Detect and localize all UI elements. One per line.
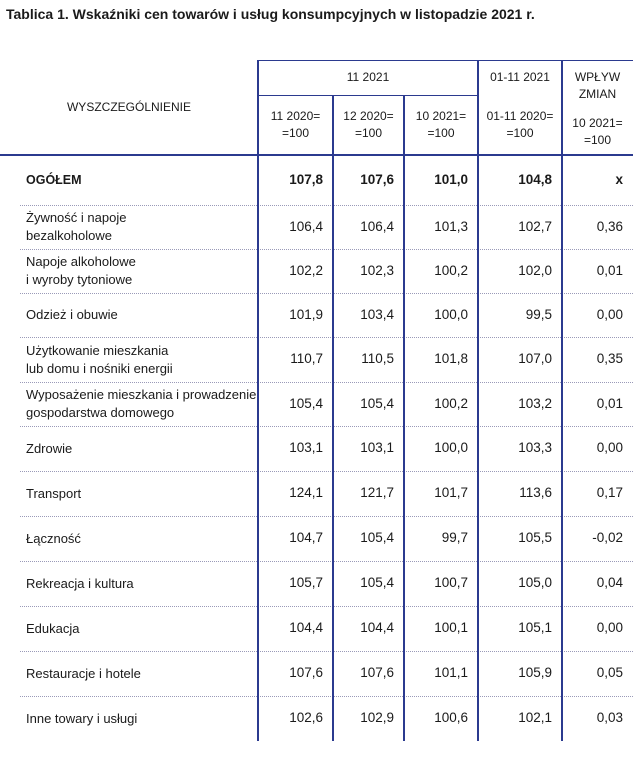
row-value: 104,4 [360, 620, 394, 636]
row-label: Restauracje i hotele [26, 665, 141, 681]
row-value: 105,7 [289, 575, 323, 591]
row-label: Transport [26, 485, 82, 501]
row-value: 101,0 [434, 171, 468, 187]
row-value: 105,0 [518, 575, 552, 591]
row-value: 100,0 [434, 306, 468, 322]
row-value: 102,3 [360, 262, 394, 278]
row-value: 107,6 [289, 665, 323, 681]
row-value: 0,04 [596, 575, 623, 591]
header-group-11-2021: 11 2021 [346, 70, 390, 85]
header-sub4: 01-11 2020= =100 [486, 109, 554, 140]
row-value: 102,9 [360, 710, 394, 726]
row-value: 104,8 [518, 171, 552, 187]
row-value: 103,3 [518, 440, 552, 456]
header-sub5: 10 2021= =100 [572, 116, 623, 147]
row-value: 0,00 [596, 306, 623, 322]
row-value: 103,2 [518, 395, 552, 411]
row-label: Edukacja [26, 620, 80, 636]
row-value: 102,1 [518, 710, 552, 726]
row-value: 110,7 [290, 351, 323, 367]
total-divider [20, 205, 633, 206]
row-label: Żywność i napoje bezalkoholowe [26, 210, 127, 243]
row-label: Rekreacja i kultura [26, 575, 134, 591]
column-rule [561, 60, 563, 741]
row-value: 101,8 [434, 351, 468, 367]
row-value: 0,35 [596, 351, 623, 367]
row-value: 0,00 [596, 440, 623, 456]
row-value: 0,01 [596, 262, 623, 278]
row-value: 107,6 [360, 171, 394, 187]
row-value: 121,7 [360, 485, 394, 501]
row-value: 0,03 [596, 710, 623, 726]
row-value: 107,8 [289, 171, 323, 187]
row-value: 100,6 [434, 710, 468, 726]
row-value: 0,36 [596, 218, 623, 234]
row-value: 105,4 [289, 395, 323, 411]
header-group-01-11-2021: 01-11 2021 [490, 70, 550, 85]
column-rule [332, 95, 334, 741]
row-value: 105,4 [360, 530, 394, 546]
column-rule [477, 60, 479, 741]
row-value: 103,1 [360, 440, 394, 456]
row-label: OGÓŁEM [26, 172, 82, 187]
header-bottom-rule [0, 154, 633, 156]
row-value: 105,5 [518, 530, 552, 546]
row-value: 101,3 [434, 218, 468, 234]
row-value: 102,2 [289, 262, 323, 278]
row-label: Łączność [26, 530, 81, 546]
row-value: 0,00 [596, 620, 623, 636]
row-value: 107,6 [360, 665, 394, 681]
header-top-rule [258, 60, 633, 61]
row-value: 100,7 [434, 575, 468, 591]
row-value: 124,1 [289, 485, 323, 501]
row-value: 100,0 [434, 440, 468, 456]
row-value: 104,7 [289, 530, 323, 546]
row-value: 103,1 [289, 440, 323, 456]
table-title: Tablica 1. Wskaźniki cen towarów i usług konsumpcyjnych w listopadzie 2021 r. [6, 6, 535, 22]
row-value: 113,6 [519, 485, 552, 501]
row-value: 106,4 [289, 218, 323, 234]
row-value: 105,1 [518, 620, 552, 636]
header-sub1: 11 2020= =100 [270, 109, 321, 140]
row-value: 107,0 [518, 351, 552, 367]
header-sub2: 12 2020= =100 [343, 109, 394, 140]
row-value: 105,4 [360, 395, 394, 411]
row-value: 100,2 [434, 262, 468, 278]
row-value: 0,01 [596, 395, 623, 411]
row-value: 99,5 [525, 306, 552, 322]
row-value: 101,7 [434, 485, 468, 501]
column-rule [257, 60, 259, 741]
row-value: -0,02 [592, 530, 623, 546]
row-value: 101,9 [289, 306, 323, 322]
row-value: 104,4 [289, 620, 323, 636]
row-label: Napoje alkoholowe i wyroby tytoniowe [26, 254, 136, 287]
row-value: 0,17 [596, 485, 623, 501]
row-value: 110,5 [361, 351, 394, 367]
row-value: 102,0 [518, 262, 552, 278]
row-value: 102,6 [289, 710, 323, 726]
row-label: Użytkowanie mieszkania lub domu i nośniki energii [26, 342, 173, 376]
row-label: Odzież i obuwie [26, 307, 118, 323]
row-value: 103,4 [360, 306, 394, 322]
row-label: Inne towary i usługi [26, 710, 138, 726]
row-value: 101,1 [434, 665, 468, 681]
header-sub3: 10 2021= =100 [415, 109, 467, 140]
header-wplyw-zmian: WPŁYW ZMIAN [574, 70, 621, 101]
header-wyszczegolnienie: WYSZCZEGÓLNIENIE [66, 100, 191, 115]
row-value: 105,9 [518, 665, 552, 681]
row-value: 99,7 [441, 530, 468, 546]
row-value: 0,05 [596, 665, 623, 681]
group-rule [258, 95, 478, 96]
column-rule [403, 95, 405, 741]
row-value: x [615, 171, 623, 187]
row-label: Wyposażenie mieszkania i prowadzenie gospodarstwa domowego [26, 387, 257, 420]
row-value: 100,1 [434, 620, 468, 636]
row-value: 102,7 [518, 218, 552, 234]
row-value: 100,2 [434, 395, 468, 411]
row-value: 106,4 [360, 218, 394, 234]
row-value: 105,4 [360, 575, 394, 591]
row-label: Zdrowie [26, 440, 73, 456]
